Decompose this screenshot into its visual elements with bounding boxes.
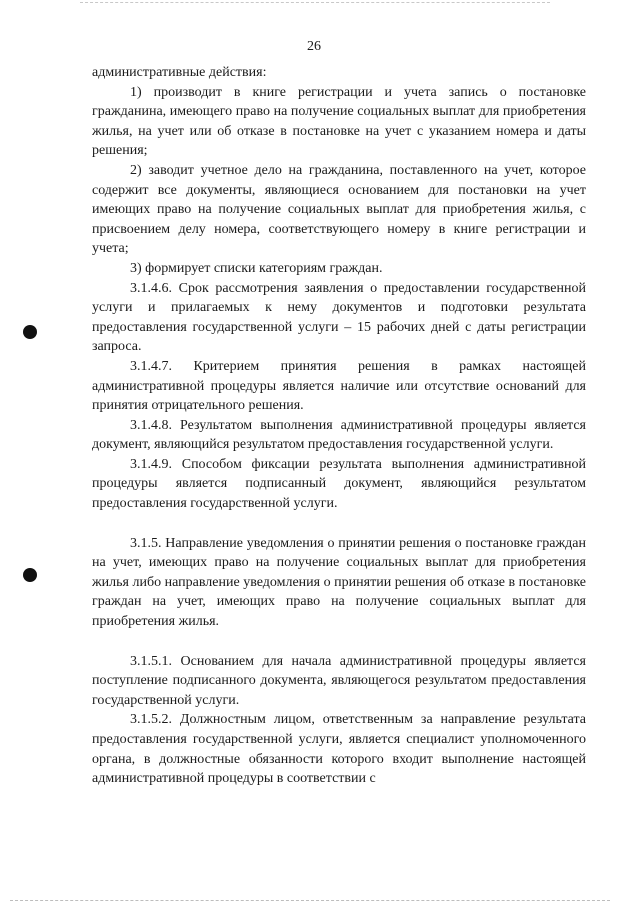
punch-hole-upper (23, 325, 37, 339)
paragraph-3-1-4-6: 3.1.4.6. Срок рассмотрения заявления о предоставлении государственной услуги и прилагаемых к нему документов и подготовки результата предоставления государственной услуги – 15 рабочих дней с даты регистрации запроса. (92, 280, 586, 355)
document-body (92, 63, 586, 789)
scan-edge-top (80, 2, 550, 3)
paragraph-item-1: 1) производит в книге регистрации и учета запись о постановке гражданина, имеющего право на получение социальных выплат для приобретения жилья, на учет или об отказе в постановке на учет с указанием номера и даты решения; (92, 84, 586, 159)
paragraph-3-1-5-2: 3.1.5.2. Должностным лицом, ответственным за направление результата предоставления государственной услуги, является специалист уполномоченного органа, в должностные обязанности которого входит выполнение настоящей административной процедуры в соответствии с (92, 712, 586, 787)
paragraph-3-1-5: 3.1.5. Направление уведомления о принятии решения о постановке граждан на учет, имеющих право на получение социальных выплат для приобретения жилья либо направление уведомления о принятии решения об отказе в постановке граждан на учет, имеющих право на получение социальных выплат для приобретения жилья. (92, 535, 586, 630)
paragraph-intro: административные действия: (92, 65, 267, 80)
paragraph-item-2: 2) заводит учетное дело на гражданина, поставленного на учет, которое содержит все документы, являющиеся основанием для постановки на учет имеющих право на получение социальных выплат для приобретения жилья, с присвоением делу номера, соответствующего номеру в книге регистрации и учета; (92, 162, 586, 257)
spacer (92, 514, 586, 534)
paragraph-3-1-4-9: 3.1.4.9. Способом фиксации результата выполнения административной процедуры является подписанный документ, являющийся результатом предоставления государственной услуги. (92, 456, 586, 512)
scan-edge-bottom (10, 900, 610, 901)
paragraph-3-1-4-8: 3.1.4.8. Результатом выполнения административной процедуры является документ, являющийся результатом предоставления государственной услуги. (92, 417, 586, 453)
spacer (92, 632, 586, 652)
punch-hole-lower (23, 568, 37, 582)
paragraph-3-1-4-7: 3.1.4.7. Критерием принятия решения в рамках настоящей административной процедуры является наличие или отсутствие оснований для принятия отрицательного решения. (92, 358, 586, 414)
page-number: 26 (307, 39, 321, 54)
paragraph-item-3: 3) формирует списки категориям граждан. (130, 260, 383, 276)
paragraph-3-1-5-1: 3.1.5.1. Основанием для начала административной процедуры является поступление подписанного документа, являющегося результатом предоставления государственной услуги. (92, 653, 586, 708)
